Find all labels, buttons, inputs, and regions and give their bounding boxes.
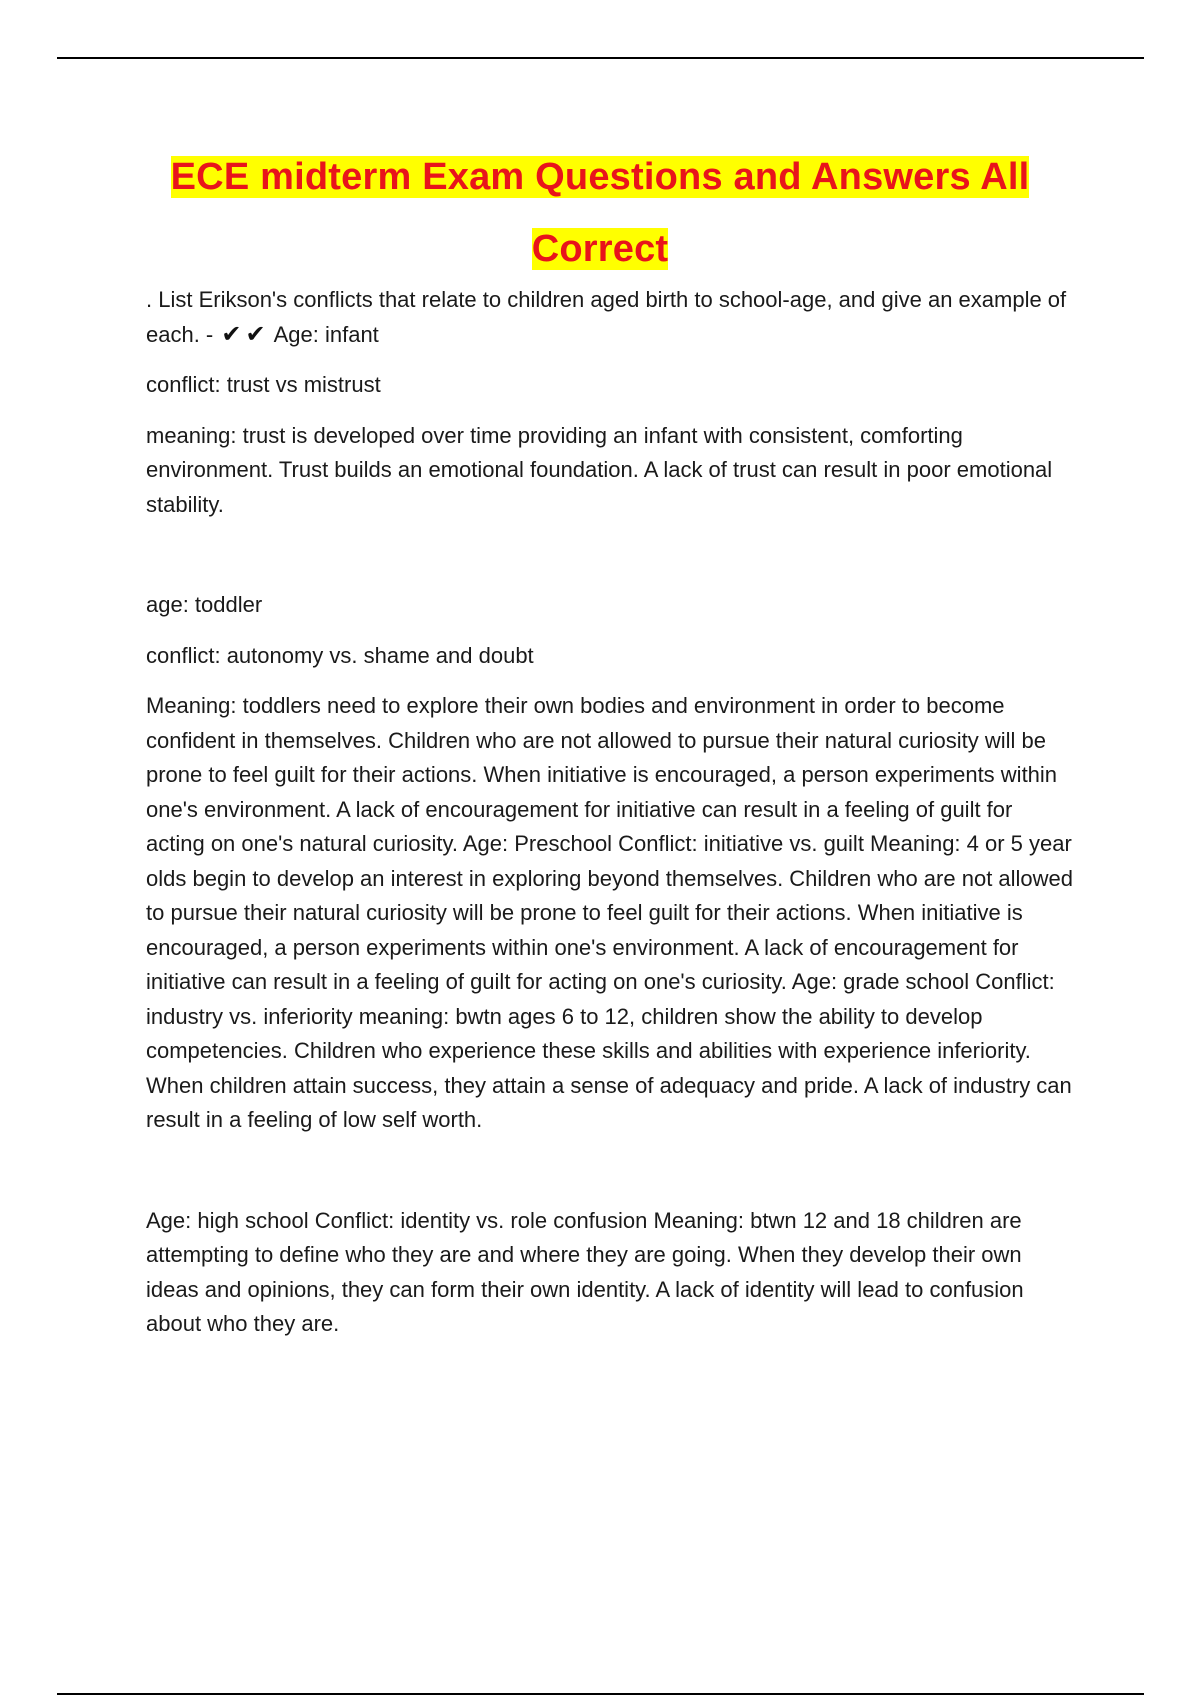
conflict-toddler: conflict: autonomy vs. shame and doubt bbox=[146, 642, 534, 668]
title-line-2: Correct bbox=[531, 228, 669, 270]
check-icons bbox=[221, 318, 269, 353]
conflict-infant: conflict: trust vs mistrust bbox=[146, 372, 381, 397]
document-title bbox=[100, 145, 1100, 289]
question-paragraph bbox=[146, 283, 1076, 352]
answer-start: Age: infant bbox=[273, 321, 379, 347]
check-icon: ✔ bbox=[221, 320, 242, 348]
top-rule bbox=[57, 57, 1144, 59]
meaning-toddler: Meaning: toddlers need to explore their own bodies and environment in order to become confident in themselves. Children who are not allowed to pursue their natural curiosity will be prone to feel guilt for their actions. When initiative is encouraged, a person experiments within one's environment. A lack of encouragement for initiative can result in a feeling of guilt for acting on one's natural curiosity. Age: Preschool Conflict: initiative vs. guilt Meaning: 4 or 5 year olds begin to develop an interest in exploring beyond themselves. Children who are not allowed to pursue their natural curiosity will be prone to feel guilt for their actions. When initiative is encouraged, a person experiments within one's environment. A lack of encouragement for initiative can result in a feeling of guilt for acting on one's curiosity. Age: grade school Conflict: industry vs. inferiority meaning: bwtn ages 6 to 12, children show the ability to develop competencies. Children who experience these skills and abilities with experience inferiority. When children attain success, they attain a sense of adequacy and pride. A lack of industry can result in a feeling of low self worth. bbox=[146, 693, 1074, 1132]
check-icon: ✔ bbox=[245, 320, 266, 348]
meaning-infant: meaning: trust is developed over time providing an infant with consistent, comforting environment. Trust builds an emotional foundation. A lack of trust can result in poor emotional stability. bbox=[146, 422, 1053, 517]
age-toddler: age: toddler bbox=[146, 592, 263, 617]
title-line-1: ECE midterm Exam Questions and Answers All bbox=[170, 156, 1030, 198]
bottom-rule bbox=[57, 1693, 1144, 1695]
document-body bbox=[146, 283, 1076, 1342]
high-school-paragraph: Age: high school Conflict: identity vs. role confusion Meaning: btwn 12 and 18 children are attempting to define who they are and where they are going. When they develop their own ideas and opinions, they can form their own identity. A lack of identity will lead to confusion about who they are. bbox=[146, 1207, 1024, 1336]
question-text: . List Erikson's conflicts that relate to children aged birth to school-age, and give an example of each. - bbox=[146, 287, 1067, 347]
